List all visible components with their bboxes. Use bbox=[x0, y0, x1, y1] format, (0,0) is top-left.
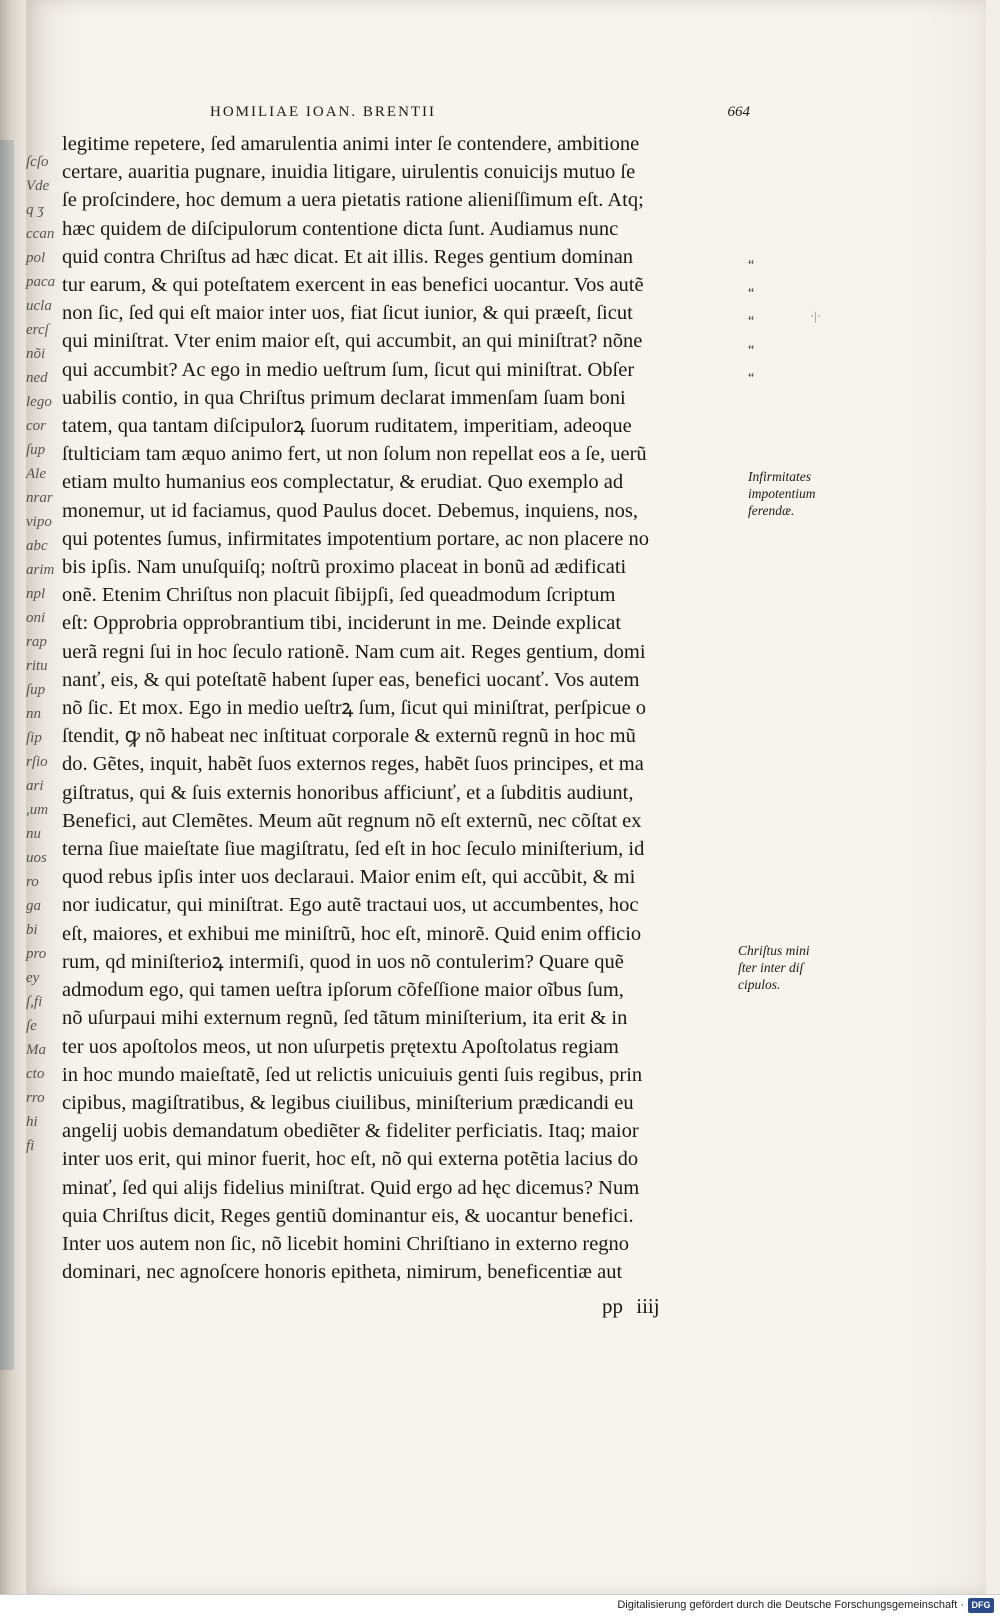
bleed-fragment: Vde bbox=[26, 178, 50, 194]
text-line: bis ipſis. Nam unuſquiſq; noſtrũ proximo placeat in bonũ ad ædificati bbox=[62, 556, 627, 579]
bleed-fragment: q ʒ bbox=[26, 202, 44, 218]
text-line: do. Gẽtes, inquit, habẽt ſuos externos reges, habẽt ſuos principes, et ma bbox=[62, 753, 644, 776]
bleed-fragment: pro bbox=[26, 946, 47, 962]
bleed-fragment: ſe bbox=[26, 1018, 37, 1034]
dfg-logo: DFG bbox=[968, 1598, 994, 1613]
bleed-fragment: rap bbox=[26, 634, 47, 650]
bleed-fragment: rro bbox=[26, 1090, 45, 1106]
bleed-fragment: paca bbox=[26, 274, 56, 290]
quote-mark: “ bbox=[748, 370, 755, 386]
bleed-fragment: pol bbox=[26, 250, 46, 266]
text-line: onẽ. Etenim Chriſtus non placuit ſibijpſi, ſed queadmodum ſcriptum bbox=[62, 584, 616, 607]
bleed-fragment: abc bbox=[26, 538, 48, 554]
bleed-fragment: ccan bbox=[26, 226, 55, 242]
text-line: tatem, qua tantam diſcipulorꝝ ſuorum ruditatem, imperitiam, adeoque bbox=[62, 415, 632, 438]
bleed-fragment: ga bbox=[26, 898, 41, 914]
text-line: nor iudicatur, qui miniſtrat. Ego autẽ tractaui uos, ut accumbentes, hoc bbox=[62, 894, 639, 917]
margin-note-1 bbox=[748, 468, 816, 519]
bleed-fragment: cto bbox=[26, 1066, 45, 1082]
text-line: tur earum, & qui poteſtatem exercent in eas benefici uocantur. Vos autẽ bbox=[62, 274, 644, 297]
text-line: nõ uſurpaui mihi externum regnũ, ſed tãtum miniſterium, ita erit & in bbox=[62, 1007, 628, 1030]
text-line: non ſic, ſed qui eſt maior inter uos, fiat ſicut iunior, & qui præeſt, ſicut bbox=[62, 302, 633, 325]
text-line: in hoc mundo maieſtatẽ, ſed ut relictis unicuiuis genti ſuis regibus, prin bbox=[62, 1063, 643, 1086]
text-line: angelij uobis demandatum obediẽter & fideliter perficiatis. Itaq; maior bbox=[62, 1120, 639, 1143]
text-line: etiam multo humanius eos complectatur, & erudiat. Quo exemplo ad bbox=[62, 471, 624, 494]
bleed-fragment: ſup bbox=[26, 442, 46, 458]
bleed-fragment: Ma bbox=[26, 1042, 46, 1058]
running-head bbox=[210, 104, 750, 121]
bleed-fragment: bi bbox=[26, 922, 38, 938]
text-line: nanť, eis, & qui poteſtatẽ habent ſuper eas, benefici uocanť. Vos autem bbox=[62, 668, 640, 691]
margin-note-line: Chriſtus mini bbox=[738, 943, 810, 958]
bleed-fragment: nu bbox=[26, 826, 41, 842]
bleed-fragment: lego bbox=[26, 394, 52, 410]
bleed-fragment: ritu bbox=[26, 658, 48, 674]
text-line: rum, qd miniſterioꝝ intermiſi, quod in uos nõ contulerim? Quare quẽ bbox=[62, 950, 624, 973]
text-line: terna ſiue maieſtate ſiue magiſtratu, ſed eſt in hoc ſeculo miniſterium, id bbox=[62, 838, 645, 861]
text-line: certare, auaritia pugnare, inuidia litigare, uirulentis conuicijs mutuo ſe bbox=[62, 161, 636, 184]
text-line: eſt, maiores, et exhibui me miniſtrũ, hoc eſt, minorẽ. Quid enim officio bbox=[62, 922, 642, 945]
bleed-fragment: oni bbox=[26, 610, 46, 626]
text-line: eſt: Opprobria opprobrantium tibi, inciderunt in me. Deinde explicat bbox=[62, 612, 622, 635]
bleed-fragment: nrar bbox=[26, 490, 53, 506]
bleed-fragment: ari bbox=[26, 778, 44, 794]
text-line: minať, ſed qui alijs fidelius miniſtrat. Quid ergo ad hęc dicemus? Num bbox=[62, 1176, 640, 1199]
text-line: quid contra Chriſtus ad hæc dicat. Et ait illis. Reges gentium dominan bbox=[62, 245, 634, 268]
text-line: legitime repetere, ſed amarulentia animi inter ſe contendere, ambitione bbox=[62, 133, 640, 155]
running-head-title: HOMILIAE IOAN. BRENTII bbox=[210, 104, 437, 120]
text-line: uerã regni ſui in hoc ſeculo rationẽ. Nam cum ait. Reges gentium, domi bbox=[62, 640, 646, 663]
bleed-fragment: ſ,fi bbox=[26, 994, 43, 1010]
text-line: qui miniſtrat. Vter enim maior eſt, qui accumbit, an qui miniſtrat? nõne bbox=[62, 330, 643, 353]
quote-mark: “ bbox=[748, 314, 755, 330]
text-line: ſe proſcindere, hoc demum a uera pietatis ratione alieniſſimum eſt. Atq; bbox=[62, 189, 644, 212]
text-line: ſtulticiam tam æquo animo fert, ut non ſolum non repellat eos a ſe, uerũ bbox=[62, 443, 647, 466]
bleed-fragment: ned bbox=[26, 370, 48, 386]
funding-notice: Digitalisierung gefördert durch die Deutsche Forschungsgemeinschaft · bbox=[617, 1599, 964, 1611]
margin-note-line: ſter inter diſ bbox=[738, 960, 804, 975]
bleed-fragment: vipo bbox=[26, 514, 52, 530]
bleed-fragment: uos bbox=[26, 850, 47, 866]
text-line: hæc quidem de diſcipulorum contentione dicta ſunt. Audiamus nunc bbox=[62, 217, 619, 240]
bleed-fragment: Ale bbox=[26, 466, 46, 482]
text-line: Benefici, aut Clemẽtes. Meum aũt regnum nõ eſt externũ, nec cõſtat ex bbox=[62, 809, 642, 832]
quotation-marks bbox=[748, 252, 778, 393]
bleed-fragment: ey bbox=[26, 970, 40, 986]
bleed-fragment: npl bbox=[26, 586, 46, 602]
margin-mark: ·|· bbox=[810, 308, 822, 323]
binding-spine bbox=[0, 140, 14, 1370]
bleed-fragment: nn bbox=[26, 706, 41, 722]
quote-mark: “ bbox=[748, 258, 755, 273]
bleed-fragment: fi bbox=[26, 1138, 35, 1154]
signature-mark: pp iiij bbox=[602, 1294, 660, 1318]
margin-note-line: cipulos. bbox=[738, 977, 781, 992]
footer-bar bbox=[0, 1594, 1000, 1617]
text-line: quod rebus ipſis inter uos declaraui. Maior enim eſt, qui accũbit, & mi bbox=[62, 866, 636, 889]
text-line: quia Chriſtus dicit, Reges gentiũ dominantur eis, & uocantur benefici. bbox=[62, 1204, 634, 1227]
bleed-fragment: ſup bbox=[26, 682, 46, 698]
text-line: cipibus, magiſtratibus, & legibus ciuilibus, miniſterium prædicandi eu bbox=[62, 1091, 634, 1114]
bleed-fragment: ercſ bbox=[26, 322, 49, 338]
text-line: inter uos erit, qui minor fuerit, hoc eſt, nõ qui externa potẽtia lacius do bbox=[62, 1148, 639, 1171]
bleed-fragment: ſcſo bbox=[26, 154, 49, 170]
bleed-fragment: ſip bbox=[26, 730, 42, 746]
text-line: admodum ego, qui tamen ueſtra ipſorum cõfeſſione maior oĩbus ſum, bbox=[62, 979, 624, 1002]
text-line: uabilis contio, in qua Chriſtus primum declarat immenſam ſuam boni bbox=[62, 386, 626, 409]
folio-number: 664 bbox=[727, 104, 750, 120]
main-text-block bbox=[62, 130, 732, 1286]
bleed-fragment: nõi bbox=[26, 346, 46, 362]
margin-note-2 bbox=[738, 942, 810, 993]
text-line: dominari, nec agnoſcere honoris epitheta, nimirum, beneficentiæ aut bbox=[62, 1261, 623, 1284]
text-line: qui potentes ſumus, infirmitates impotentium portare, ac non placere no bbox=[62, 527, 649, 550]
text-line: monemur, ut id faciamus, quod Paulus docet. Debemus, inquiens, nos, bbox=[62, 499, 638, 522]
text-line: qui accumbit? Ac ego in medio ueſtrum ſum, ſicut qui miniſtrat. Obſer bbox=[62, 358, 635, 381]
text-line: Inter uos autem non ſic, nõ licebit homini Chriſtiano in externo regno bbox=[62, 1232, 630, 1255]
bleed-fragment: ro bbox=[26, 874, 39, 890]
bleed-through-text bbox=[26, 150, 56, 1350]
margin-note-line: ferendæ. bbox=[748, 503, 795, 518]
quote-mark: “ bbox=[748, 342, 755, 358]
text-line: ſtendit, ꝙ nõ habeat nec inſtituat corporale & externũ regnũ in hoc mũ bbox=[62, 725, 636, 748]
text-line: nõ ſic. Et mox. Ego in medio ueſtrꝝ ſum, ſicut qui miniſtrat, perſpicue o bbox=[62, 697, 647, 720]
quote-mark: “ bbox=[748, 286, 755, 302]
margin-note-line: impotentium bbox=[748, 486, 816, 501]
bleed-fragment: cor bbox=[26, 418, 46, 434]
bleed-fragment: ,um bbox=[26, 802, 49, 818]
text-line: giſtratus, qui & ſuis externis honoribus afficiunť, et a ſubditis audiunt, bbox=[62, 781, 634, 804]
bleed-fragment: hi bbox=[26, 1114, 38, 1130]
bleed-fragment: rſio bbox=[26, 754, 48, 770]
bleed-fragment: arim bbox=[26, 562, 55, 578]
margin-note-line: Infirmitates bbox=[748, 469, 811, 484]
bleed-fragment: ucla bbox=[26, 298, 52, 314]
text-line: ter uos apoſtolos meos, ut non uſurpetis prętextu Apoſtolatus regiam bbox=[62, 1035, 619, 1058]
